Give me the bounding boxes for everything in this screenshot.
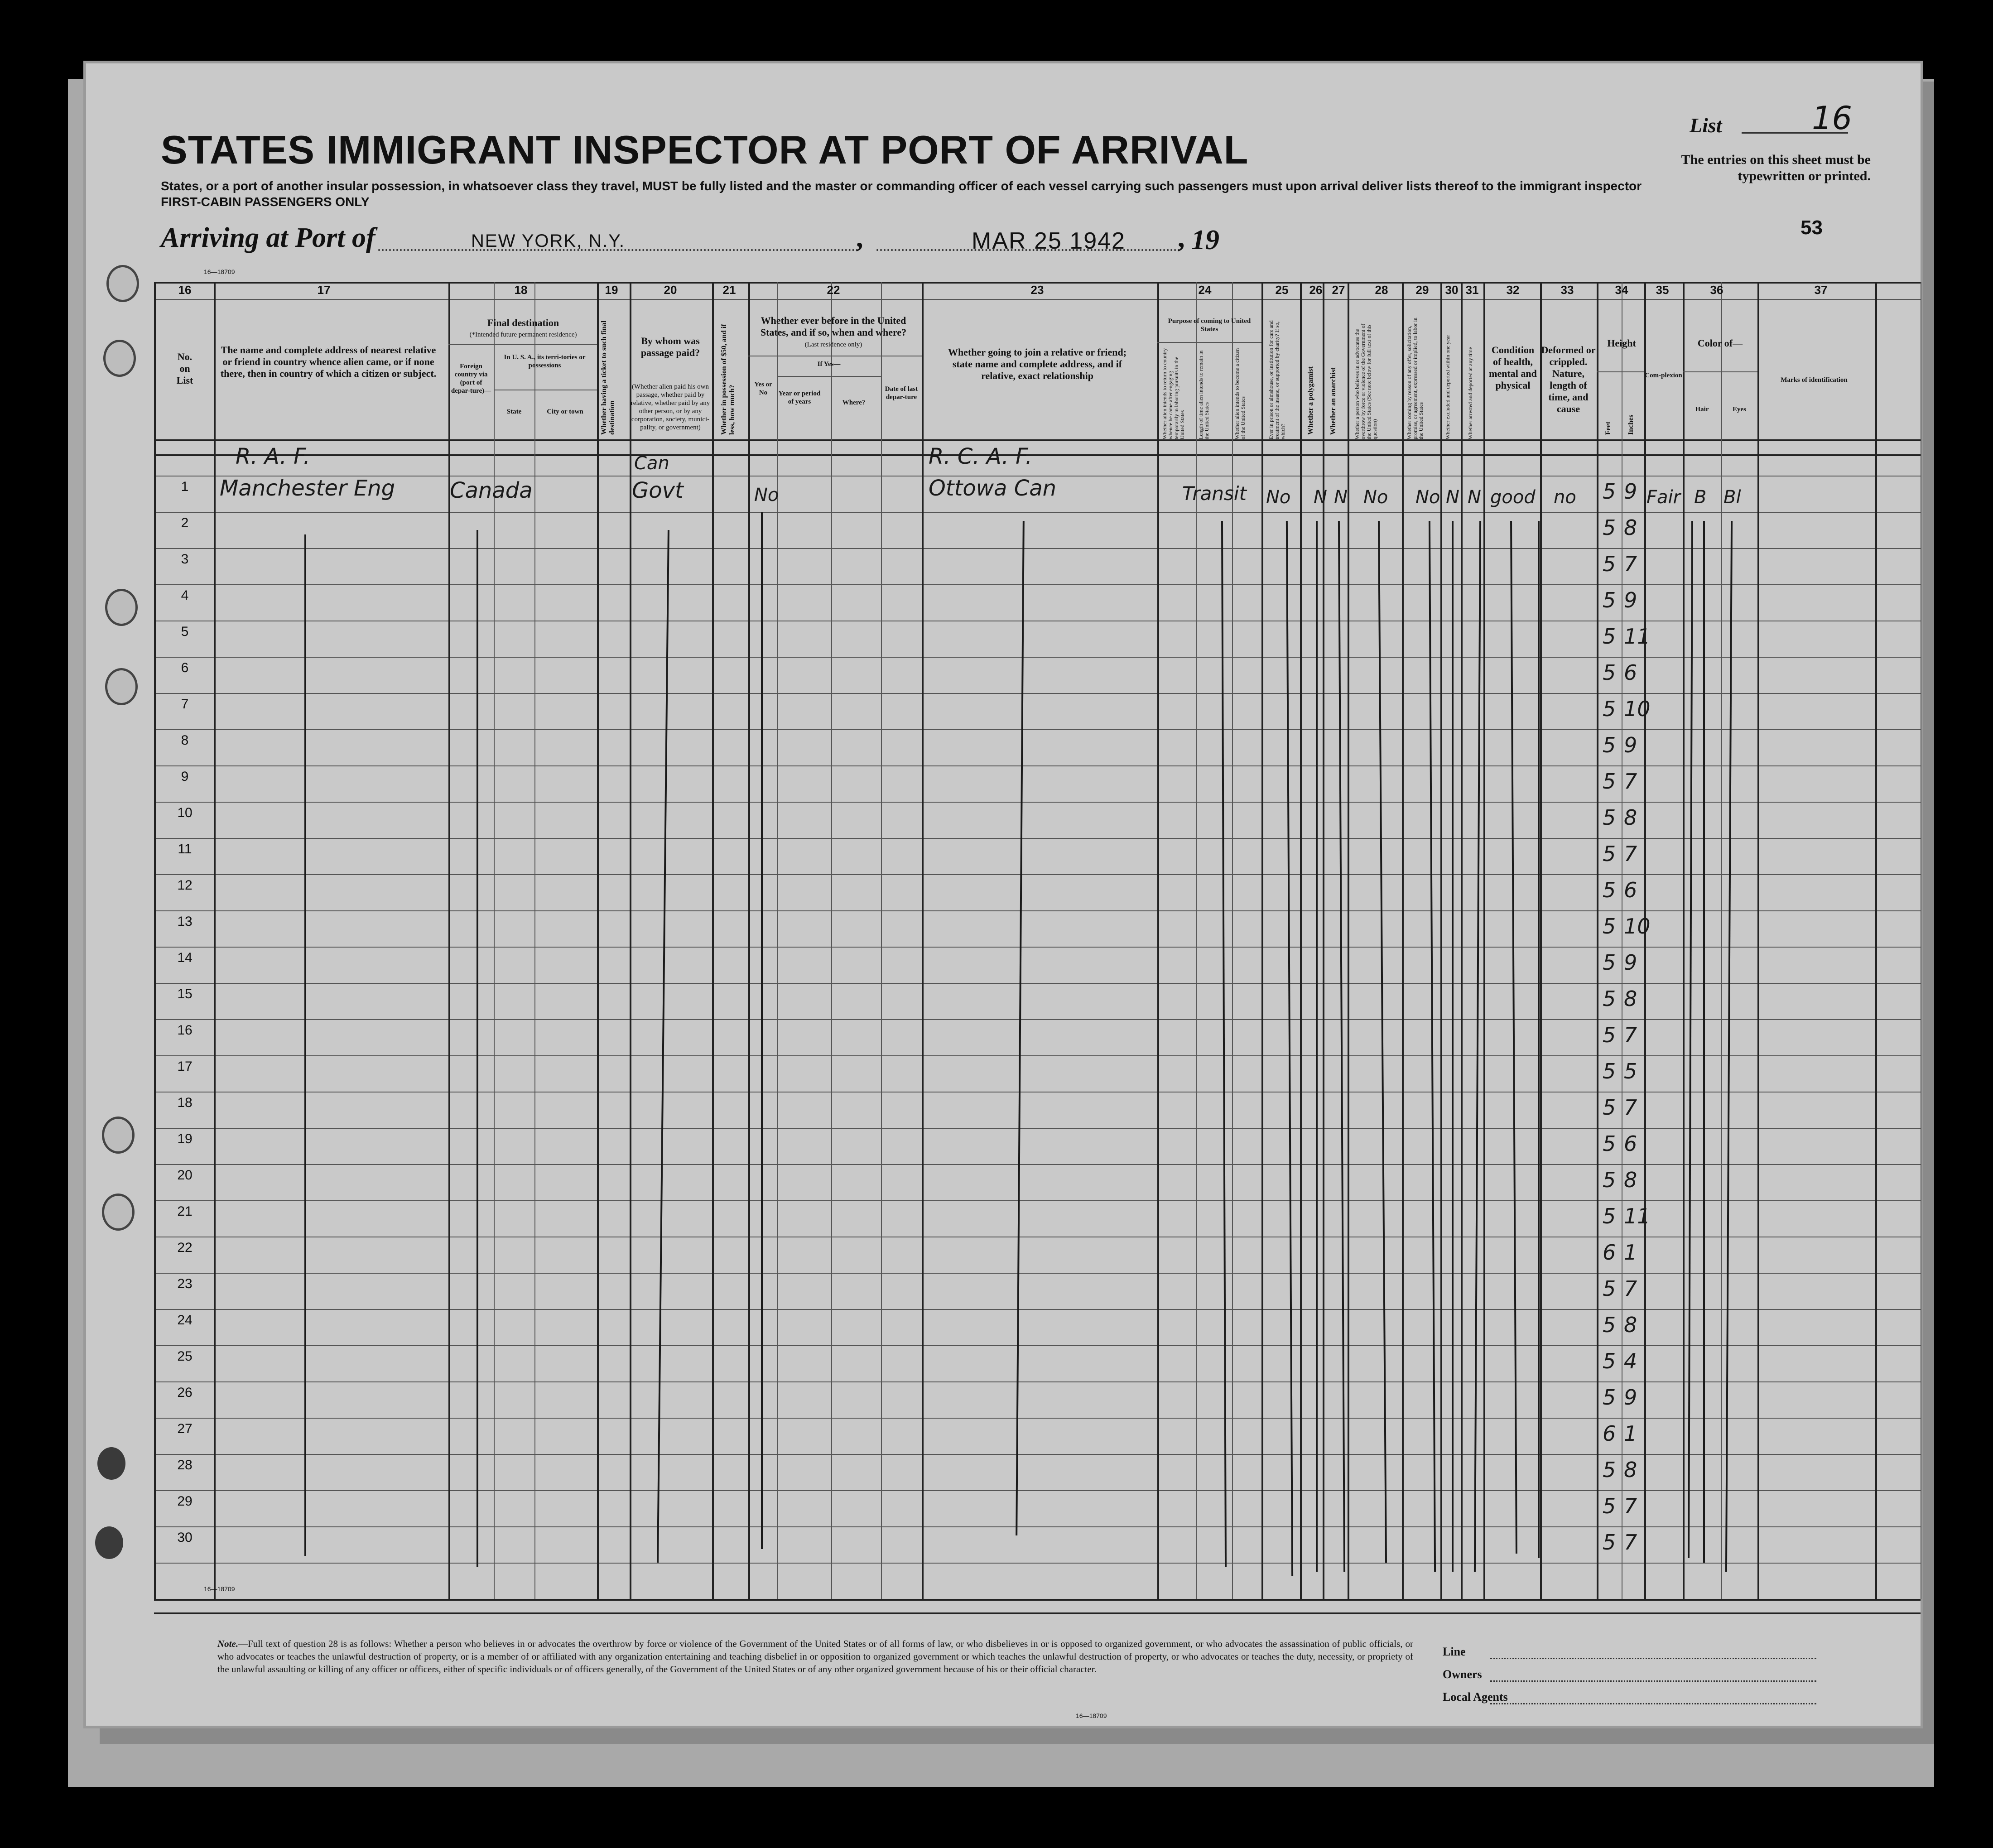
col-title-17: The name and complete address of nearest relative or friend in country whence alien came, or if none there, then in country of which a citizen or subject. bbox=[220, 344, 437, 379]
list-label: List bbox=[1690, 114, 1722, 137]
row-rule bbox=[154, 1200, 1921, 1201]
column-rule bbox=[881, 282, 882, 1599]
col-sub-34-feet: Feet bbox=[1604, 421, 1612, 435]
column-rule bbox=[712, 282, 714, 1599]
comma: , bbox=[856, 222, 863, 253]
row1-q29: No bbox=[1415, 487, 1440, 508]
subheader-rule bbox=[1597, 371, 1644, 372]
col-num-32: 32 bbox=[1506, 283, 1520, 297]
height-feet: 5 bbox=[1603, 878, 1616, 902]
row-number: 13 bbox=[177, 914, 193, 929]
row-number: 9 bbox=[181, 769, 189, 784]
height-feet: 5 bbox=[1603, 987, 1616, 1011]
row-rule bbox=[154, 947, 1921, 948]
col-sub-36-eyes: Eyes bbox=[1733, 406, 1746, 413]
height-feet: 5 bbox=[1603, 697, 1616, 721]
row-rule bbox=[154, 1128, 1921, 1129]
height-inches: 1 bbox=[1624, 1421, 1637, 1446]
page-number: 53 bbox=[1800, 217, 1823, 239]
height-inches: 11 bbox=[1624, 624, 1651, 649]
col-title-20: By whom was passage paid? bbox=[640, 335, 700, 358]
row1-prison: No bbox=[1266, 487, 1291, 508]
row-number: 20 bbox=[177, 1168, 193, 1183]
col-title-27: Whether an anarchist bbox=[1329, 367, 1337, 435]
height-inches: 7 bbox=[1624, 1095, 1637, 1120]
subheader-rule bbox=[448, 344, 597, 345]
height-inches: 6 bbox=[1624, 660, 1637, 685]
question-28-note bbox=[217, 1637, 1413, 1675]
row1-q28: No bbox=[1363, 487, 1388, 508]
column-number-rule bbox=[154, 299, 1921, 300]
row-number: 1 bbox=[181, 479, 189, 494]
col-title-23: Whether going to join a relative or friend; state name and complete address, and if relative, exact relationship bbox=[948, 346, 1127, 381]
subheader-rule bbox=[1157, 342, 1261, 343]
row-rule bbox=[154, 1164, 1921, 1165]
column-rule bbox=[1402, 282, 1404, 1599]
col-num-34: 34 bbox=[1615, 283, 1628, 297]
punch-hole bbox=[97, 1447, 125, 1480]
height-feet: 5 bbox=[1603, 1023, 1616, 1047]
row1-polygamist: N bbox=[1314, 487, 1327, 508]
year-prefix: 19 bbox=[1191, 225, 1219, 255]
col-title-25: Ever in prison or almshouse, or institution for care and treatment of the insane, or supported by charity? If so, which? bbox=[1268, 320, 1286, 439]
punch-hole bbox=[95, 1526, 123, 1559]
agents-label: Local Agents bbox=[1443, 1690, 1508, 1704]
col-num-37: 37 bbox=[1814, 283, 1828, 297]
row-rule bbox=[154, 729, 1921, 730]
height-feet: 5 bbox=[1603, 1131, 1616, 1156]
row-number: 5 bbox=[181, 624, 189, 639]
height-feet: 5 bbox=[1603, 1204, 1616, 1228]
col-num-21: 21 bbox=[722, 283, 736, 297]
row1-q30: N bbox=[1446, 487, 1459, 508]
height-feet: 6 bbox=[1603, 1421, 1616, 1446]
column-rule bbox=[1644, 282, 1646, 1599]
ditto-line bbox=[1703, 521, 1705, 1563]
height-feet: 6 bbox=[1603, 1240, 1616, 1265]
col-sub-22-years: Year or period of years bbox=[778, 390, 821, 405]
entries-note: The entries on this sheet must be typewritten or printed. bbox=[1681, 152, 1871, 183]
height-inches: 7 bbox=[1624, 1530, 1637, 1554]
col-sub-22-yesno: Yes or No bbox=[754, 381, 772, 396]
line-label: Line bbox=[1443, 1645, 1466, 1658]
column-rule bbox=[1461, 282, 1463, 1599]
col-num-26: 26 bbox=[1309, 283, 1323, 297]
height-inches: 7 bbox=[1624, 1276, 1637, 1301]
height-feet: 5 bbox=[1603, 1276, 1616, 1301]
line-field bbox=[1490, 1658, 1816, 1659]
height-inches: 9 bbox=[1624, 733, 1637, 757]
row-number: 6 bbox=[181, 660, 189, 675]
column-rule bbox=[154, 282, 156, 1599]
height-feet: 5 bbox=[1603, 1168, 1616, 1192]
row1-eyes: Bl bbox=[1723, 487, 1741, 508]
comma: , bbox=[1178, 222, 1185, 253]
col-num-30: 30 bbox=[1445, 283, 1459, 297]
height-inches: 8 bbox=[1624, 1313, 1637, 1337]
height-feet: 5 bbox=[1603, 1349, 1616, 1373]
row1-anarchist: N bbox=[1334, 487, 1348, 508]
row1-relative-org: R. A. F. bbox=[236, 444, 310, 469]
height-inches: 6 bbox=[1624, 1131, 1637, 1156]
col-sub-18-state: State bbox=[506, 408, 522, 415]
col-title-32: Condition of health, mental and physical bbox=[1489, 344, 1537, 391]
header-bottom-border bbox=[154, 439, 1921, 441]
row-rule bbox=[154, 1418, 1921, 1419]
column-rule bbox=[831, 282, 832, 1599]
height-inches: 10 bbox=[1624, 697, 1651, 721]
col-num-19: 19 bbox=[605, 283, 618, 297]
row1-relative-address: Manchester Eng bbox=[220, 476, 395, 501]
row-number: 28 bbox=[177, 1458, 193, 1473]
col-title-16: No. on List bbox=[176, 351, 193, 386]
col-num-28: 28 bbox=[1375, 283, 1388, 297]
height-inches: 7 bbox=[1624, 842, 1637, 866]
col-num-17: 17 bbox=[317, 283, 331, 297]
row-rule bbox=[154, 983, 1921, 984]
column-rule bbox=[214, 282, 216, 1599]
row-number: 14 bbox=[177, 950, 193, 965]
row-rule bbox=[154, 512, 1921, 513]
col-num-22: 22 bbox=[827, 283, 840, 297]
port-stamp: NEW YORK, N.Y. bbox=[471, 231, 625, 251]
column-rule bbox=[1483, 282, 1485, 1599]
col-sub-18-foreign: Foreign country via (port of depar-ture)— bbox=[451, 363, 491, 395]
row-number: 16 bbox=[177, 1023, 193, 1038]
column-rule bbox=[748, 282, 750, 1599]
col-title-36: Color of— bbox=[1697, 337, 1743, 349]
col-title-19: Whether having a ticket to such final destination bbox=[600, 320, 616, 435]
row-rule bbox=[154, 693, 1921, 694]
col-sub-22-where: Where? bbox=[842, 399, 866, 406]
owners-field bbox=[1490, 1680, 1816, 1682]
row1-deformed: no bbox=[1554, 487, 1576, 508]
col-title-21: Whether in possession of $50, and if less, how much? bbox=[720, 324, 736, 435]
owners-label: Owners bbox=[1443, 1668, 1482, 1681]
ditto-line bbox=[477, 530, 478, 1567]
height-inches: 5 bbox=[1624, 1059, 1637, 1083]
height-inches: 8 bbox=[1624, 987, 1637, 1011]
height-inches: 8 bbox=[1624, 1168, 1637, 1192]
row-rule bbox=[154, 1345, 1921, 1346]
date-stamp: MAR 25 1942 bbox=[972, 228, 1126, 254]
row1-before-in-us: No bbox=[754, 485, 779, 505]
ditto-line bbox=[304, 534, 306, 1556]
row-number: 3 bbox=[181, 552, 189, 567]
row1-purpose: Transit bbox=[1182, 482, 1247, 505]
col-title-34: Height bbox=[1607, 337, 1636, 349]
row-number: 17 bbox=[177, 1059, 193, 1074]
punch-hole bbox=[105, 589, 138, 626]
height-inches: 1 bbox=[1624, 1240, 1637, 1265]
height-feet: 5 bbox=[1603, 1385, 1616, 1410]
height-inches: 11 bbox=[1624, 1204, 1651, 1228]
column-rule bbox=[1300, 282, 1302, 1599]
height-inches: 9 bbox=[1624, 479, 1637, 504]
page-title: STATES IMMIGRANT INSPECTOR AT PORT OF ARRIVAL bbox=[161, 127, 1249, 172]
col-num-33: 33 bbox=[1560, 283, 1574, 297]
height-feet: 5 bbox=[1603, 805, 1616, 830]
height-feet: 5 bbox=[1603, 1530, 1616, 1554]
row1-complexion: Fair bbox=[1646, 487, 1681, 508]
col-sub-24a: Whether alien intends to return to country whence he came after engaging temporarily in laboring pursuits in the United States bbox=[1161, 348, 1185, 439]
row-number: 25 bbox=[177, 1349, 193, 1364]
row1-destination-country: Canada bbox=[450, 478, 533, 503]
row-rule bbox=[154, 874, 1921, 875]
punch-hole bbox=[105, 668, 138, 705]
height-inches: 4 bbox=[1624, 1349, 1637, 1373]
height-feet: 5 bbox=[1603, 1494, 1616, 1518]
note-text: —Full text of question 28 is as follows: Whether a person who believes in or advocates the overthrow by force or violence of the Government of the United States or of all forms of law, or who disbelieves in or is opposed to organized government, or who advocates the assassination of public officials, or who advocates or teaches the unlawful destruction of property, or is a member of or affiliated with any organization entertaining and teaching disbelief in or opposition to organized government or which teaches the unlawful destruction of property, or who advocates or teaches the duty, necessity, or propriety of the unlawful assaulting or killing of any officer or officers, either of specific individuals or of officers generally, of the Government of the United States or of any other organized government because of his or their official character. bbox=[217, 1638, 1413, 1675]
table-bottom-border bbox=[154, 1599, 1921, 1601]
column-rule bbox=[534, 282, 535, 1599]
row1-joining-org: R. C. A. F. bbox=[929, 444, 1032, 469]
form-code: 16—18709 bbox=[1076, 1712, 1107, 1719]
row-rule bbox=[154, 802, 1921, 803]
list-number: 16 bbox=[1812, 100, 1853, 137]
row1-passage-paid-by-2: Govt bbox=[632, 478, 684, 503]
row-number: 23 bbox=[177, 1276, 193, 1291]
row-rule bbox=[154, 1019, 1921, 1020]
height-feet: 5 bbox=[1603, 1095, 1616, 1120]
subheader-rule bbox=[777, 376, 881, 377]
col-num-24: 24 bbox=[1198, 283, 1212, 297]
col-sub-22-ifyes: If Yes— bbox=[817, 361, 841, 368]
column-rule bbox=[1157, 282, 1159, 1599]
column-rule bbox=[597, 282, 599, 1599]
col-num-29: 29 bbox=[1415, 283, 1429, 297]
column-rule bbox=[922, 282, 924, 1599]
row-number: 19 bbox=[177, 1131, 193, 1146]
col-sub-34-inches: Inches bbox=[1627, 414, 1635, 435]
row-number: 26 bbox=[177, 1385, 193, 1400]
height-inches: 9 bbox=[1624, 1385, 1637, 1410]
col-num-35: 35 bbox=[1656, 283, 1669, 297]
height-feet: 5 bbox=[1603, 950, 1616, 975]
col-sub-24c: Whether alien intends to become a citizen of the United States bbox=[1234, 348, 1246, 439]
height-inches: 8 bbox=[1624, 515, 1637, 540]
row-number: 24 bbox=[177, 1313, 193, 1328]
row-rule bbox=[154, 1273, 1921, 1274]
column-rule bbox=[1875, 282, 1877, 1599]
height-feet: 5 bbox=[1603, 515, 1616, 540]
list-underline bbox=[1742, 132, 1848, 134]
column-rule bbox=[1540, 282, 1542, 1599]
row-number: 10 bbox=[177, 805, 193, 820]
col-title-18: Final destination bbox=[487, 317, 559, 328]
punch-hole bbox=[103, 340, 136, 377]
height-inches: 8 bbox=[1624, 805, 1637, 830]
col-note-18: (*Intended future permanent residence) bbox=[469, 331, 577, 338]
row-rule bbox=[154, 1309, 1921, 1310]
col-title-29: Whether coming by reason of any offer, solicitation, promise, or agreement, expressed or implied, to labor in the United States bbox=[1406, 318, 1424, 439]
col-title-28: Whether a person who believes in or advocates the overthrow by force or violence of the Government of the United States (See note below for full text of this question) bbox=[1354, 323, 1378, 439]
column-rule bbox=[1440, 282, 1442, 1599]
col-num-16: 16 bbox=[178, 283, 192, 297]
height-inches: 7 bbox=[1624, 1494, 1637, 1518]
row-number: 7 bbox=[181, 697, 189, 712]
row-number: 29 bbox=[177, 1494, 193, 1509]
height-feet: 5 bbox=[1603, 1059, 1616, 1083]
column-rule bbox=[1323, 282, 1324, 1599]
arriving-label: Arriving at Port of bbox=[161, 222, 375, 253]
height-inches: 9 bbox=[1624, 588, 1637, 612]
punch-hole bbox=[102, 1116, 135, 1154]
col-title-26: Whether a polygamist bbox=[1307, 366, 1314, 435]
height-feet: 5 bbox=[1603, 660, 1616, 685]
row-number: 18 bbox=[177, 1095, 193, 1110]
row-zero-rule bbox=[154, 454, 1921, 456]
col-title-35: Com-plexion bbox=[1645, 372, 1682, 379]
column-rule bbox=[1196, 282, 1197, 1599]
punch-hole bbox=[106, 265, 139, 302]
ditto-line bbox=[1452, 521, 1454, 1572]
col-title-24: Purpose of coming to United States bbox=[1168, 318, 1251, 333]
column-rule bbox=[777, 282, 778, 1599]
row-number: 30 bbox=[177, 1530, 193, 1545]
row-number: 11 bbox=[178, 842, 192, 857]
ditto-line bbox=[761, 512, 763, 1549]
row-number: 21 bbox=[177, 1204, 193, 1219]
col-sub-22-date: Date of last depar-ture bbox=[885, 385, 918, 401]
height-feet: 5 bbox=[1603, 588, 1616, 612]
col-title-30: Whether excluded and deported within one year bbox=[1444, 335, 1451, 439]
col-note-22: (Last residence only) bbox=[804, 341, 862, 348]
col-num-36: 36 bbox=[1710, 283, 1723, 297]
row-number: 4 bbox=[181, 588, 189, 603]
row1-q31: N bbox=[1468, 487, 1481, 508]
col-num-25: 25 bbox=[1275, 283, 1289, 297]
height-feet: 5 bbox=[1603, 842, 1616, 866]
height-inches: 7 bbox=[1624, 552, 1637, 576]
column-rule bbox=[1683, 282, 1685, 1599]
note-label: Note. bbox=[217, 1638, 239, 1649]
row-rule bbox=[154, 1381, 1921, 1382]
form-code: 16—18709 bbox=[204, 268, 235, 275]
height-inches: 6 bbox=[1624, 878, 1637, 902]
col-sub-18-usa: In U. S. A., its terri-tories or possessions bbox=[504, 354, 586, 369]
row-number: 27 bbox=[177, 1421, 193, 1436]
height-feet: 5 bbox=[1603, 769, 1616, 794]
row1-hair: B bbox=[1694, 487, 1707, 508]
row-number: 12 bbox=[177, 878, 193, 893]
punch-hole bbox=[102, 1194, 135, 1231]
column-rule bbox=[1232, 282, 1233, 1599]
col-num-31: 31 bbox=[1465, 283, 1479, 297]
row-rule bbox=[154, 765, 1921, 766]
col-sub-24b: Length of time alien intends to remain in the United States bbox=[1198, 350, 1210, 439]
col-num-20: 20 bbox=[664, 283, 677, 297]
row1-joining-address: Ottowa Can bbox=[929, 476, 1057, 501]
col-num-27: 27 bbox=[1332, 283, 1345, 297]
column-rule bbox=[1721, 282, 1722, 1599]
form-code: 16—18709 bbox=[204, 1585, 235, 1593]
ditto-line bbox=[1316, 521, 1318, 1572]
column-rule bbox=[1261, 282, 1263, 1599]
height-feet: 5 bbox=[1603, 914, 1616, 938]
height-feet: 5 bbox=[1603, 552, 1616, 576]
row-rule bbox=[154, 1563, 1921, 1564]
height-feet: 5 bbox=[1603, 1458, 1616, 1482]
row1-health: good bbox=[1490, 487, 1536, 508]
row-rule bbox=[154, 1055, 1921, 1056]
col-num-18: 18 bbox=[514, 283, 528, 297]
row-rule bbox=[154, 838, 1921, 839]
row-number: 15 bbox=[177, 987, 193, 1001]
height-inches: 7 bbox=[1624, 769, 1637, 794]
column-rule bbox=[1348, 282, 1349, 1599]
row-number: 8 bbox=[181, 733, 189, 748]
row-rule bbox=[154, 548, 1921, 549]
row-rule bbox=[154, 584, 1921, 585]
subheader-rule bbox=[1683, 371, 1757, 372]
height-inches: 8 bbox=[1624, 1458, 1637, 1482]
row-rule bbox=[154, 657, 1921, 658]
row1-passage-paid-by-1: Can bbox=[634, 453, 669, 474]
row-rule bbox=[154, 910, 1921, 911]
height-inches: 7 bbox=[1624, 1023, 1637, 1047]
col-title-37: Marks of identification bbox=[1781, 376, 1848, 384]
height-feet: 5 bbox=[1603, 624, 1616, 649]
agents-field bbox=[1490, 1703, 1816, 1704]
footer-rule bbox=[154, 1612, 1921, 1614]
row-rule bbox=[154, 1490, 1921, 1491]
col-title-22: Whether ever before in the United States, and if so, when and where? bbox=[760, 315, 907, 338]
height-inches: 9 bbox=[1624, 950, 1637, 975]
col-title-33: Deformed or crippled. Nature, length of time, and cause bbox=[1541, 344, 1596, 414]
col-note-20: (Whether alien paid his own passage, whether paid by relative, whether paid by any other person, or by any corporation, society, munici-pality, or government) bbox=[631, 383, 710, 431]
height-feet: 5 bbox=[1603, 1313, 1616, 1337]
row-rule bbox=[154, 1526, 1921, 1527]
col-sub-36-hair: Hair bbox=[1695, 406, 1709, 413]
header-instructions: States, or a port of another insular possession, in whatsoever class they travel, MUST be fully listed and the master or commanding officer of each vessel carrying such passengers must upon arrival deliver lists thereof to the immigrant inspector bbox=[161, 179, 1642, 193]
column-rule bbox=[630, 282, 631, 1599]
height-inches: 10 bbox=[1624, 914, 1651, 938]
row-number: 2 bbox=[181, 515, 189, 530]
class-note: FIRST-CABIN PASSENGERS ONLY bbox=[161, 195, 370, 209]
column-rule bbox=[1597, 282, 1598, 1599]
ditto-line bbox=[1538, 521, 1540, 1558]
height-feet: 5 bbox=[1603, 479, 1616, 504]
column-rule bbox=[1757, 282, 1759, 1599]
col-sub-18-city: City or town bbox=[547, 408, 583, 415]
height-feet: 5 bbox=[1603, 733, 1616, 757]
col-num-23: 23 bbox=[1030, 283, 1044, 297]
col-title-31: Whether arrested and deported at any time bbox=[1467, 347, 1473, 439]
row-number: 22 bbox=[177, 1240, 193, 1255]
row-rule bbox=[154, 1454, 1921, 1455]
